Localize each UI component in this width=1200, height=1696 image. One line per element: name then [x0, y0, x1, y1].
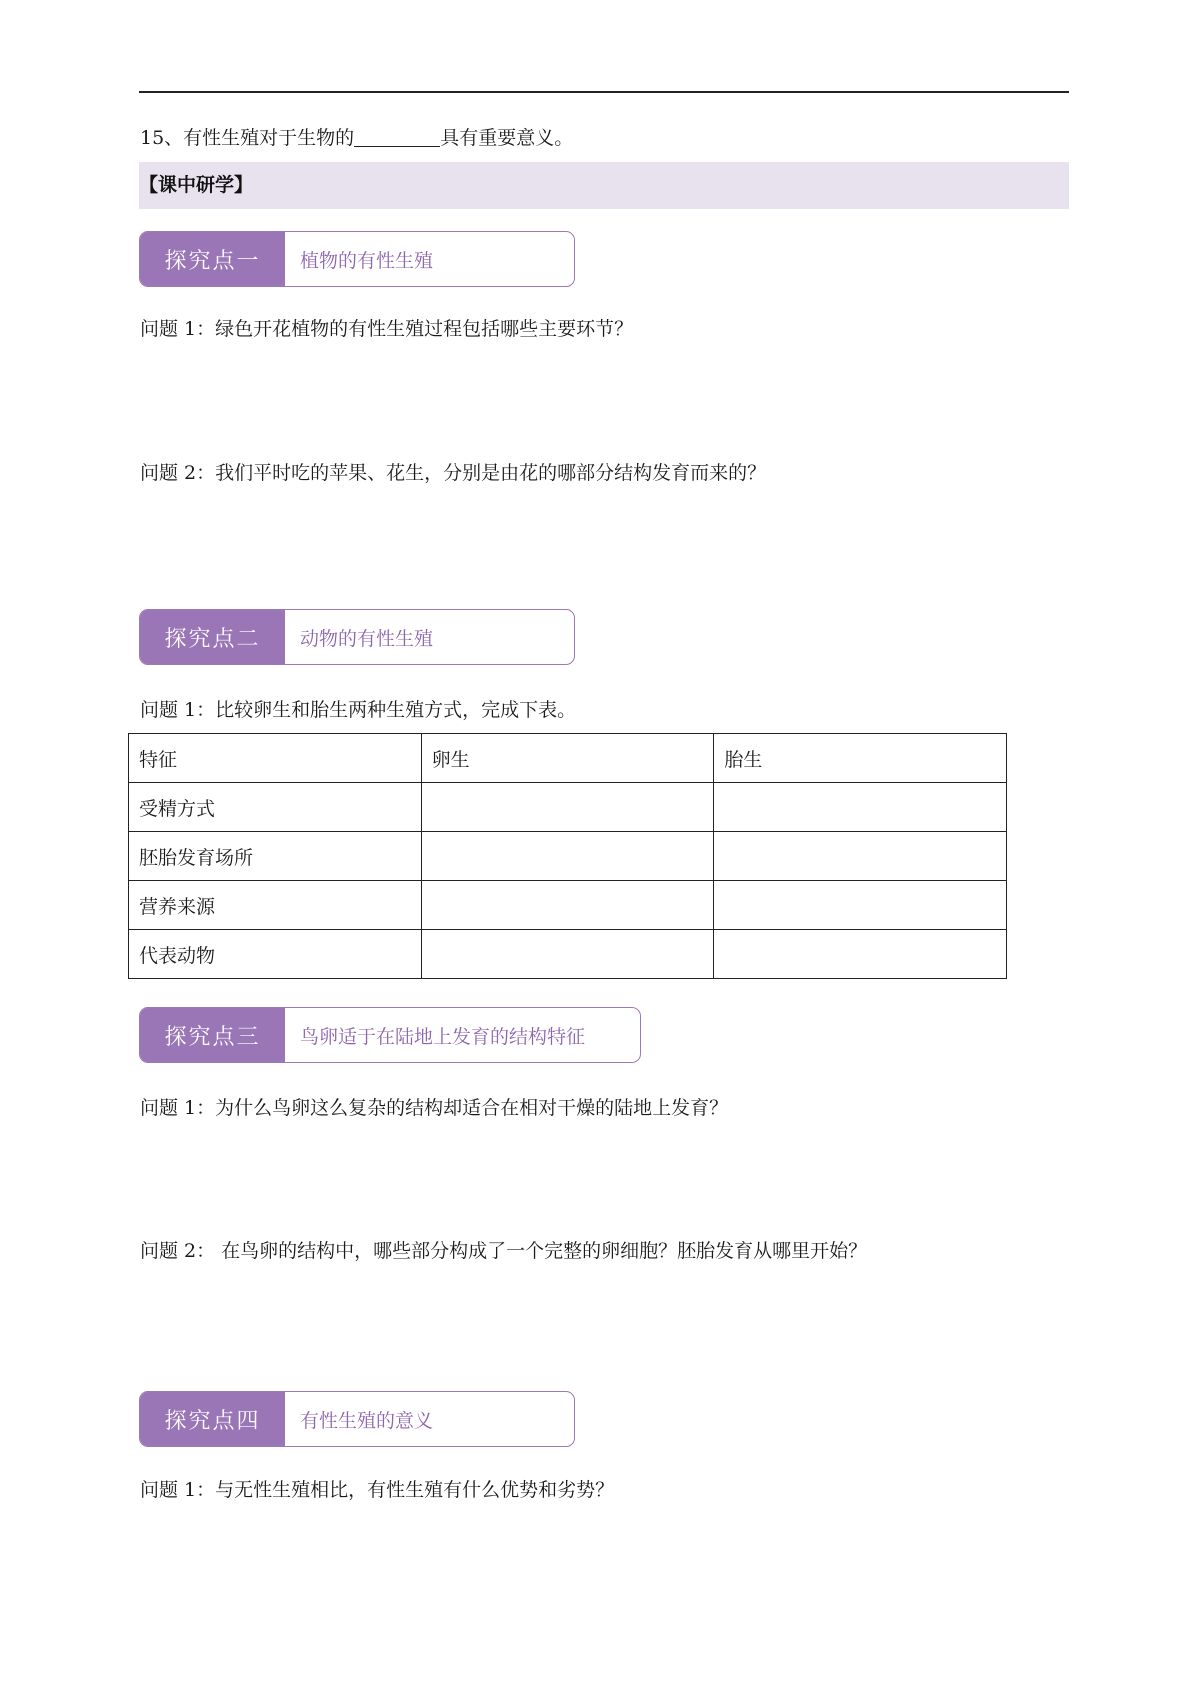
explore-point-1-tag: 探究点一: [140, 232, 285, 286]
question-15: [140, 125, 573, 151]
explore-point-2-title: 动物的有性生殖: [300, 627, 434, 650]
explore-2-question-1: 问题 1：比较卵生和胎生两种生殖方式，完成下表。: [140, 699, 577, 721]
table-row-label: 代表动物: [129, 930, 422, 979]
table-answer-cell[interactable]: [421, 832, 714, 881]
header-rule: [139, 91, 1069, 93]
explore-3-question-2: 问题 2： 在鸟卵的结构中，哪些部分构成了一个完整的卵细胞？胚胎发育从哪里开始？: [140, 1240, 868, 1262]
table-row: [129, 881, 1007, 930]
question-15-after: 具有重要意义。: [440, 127, 574, 149]
explore-point-1-box: [139, 231, 575, 287]
table-header-cell: 卵生: [421, 734, 714, 783]
section-header-text: 【课中研学】: [139, 174, 254, 196]
comparison-table: [128, 733, 1007, 979]
table-header-cell: 胎生: [714, 734, 1007, 783]
table-row-label: 胚胎发育场所: [129, 832, 422, 881]
table-answer-cell[interactable]: [421, 930, 714, 979]
table-row: [129, 832, 1007, 881]
table-answer-cell[interactable]: [421, 881, 714, 930]
table-row: [129, 930, 1007, 979]
explore-point-2-box: [139, 609, 575, 665]
table-answer-cell[interactable]: [714, 930, 1007, 979]
explore-1-question-2: 问题 2：我们平时吃的苹果、花生，分别是由花的哪部分结构发育而来的？: [140, 462, 767, 484]
question-15-before: 15、有性生殖对于生物的: [140, 127, 355, 149]
table-header-row: [129, 734, 1007, 783]
table-row-label: 受精方式: [129, 783, 422, 832]
explore-point-4-tag: 探究点四: [140, 1392, 285, 1446]
table-answer-cell[interactable]: [714, 832, 1007, 881]
table-row-label: 营养来源: [129, 881, 422, 930]
explore-point-1-title: 植物的有性生殖: [300, 249, 434, 272]
table-answer-cell[interactable]: [714, 783, 1007, 832]
table-row: [129, 783, 1007, 832]
explore-3-question-1: 问题 1：为什么鸟卵这么复杂的结构却适合在相对干燥的陆地上发育？: [140, 1097, 729, 1119]
explore-point-3-title: 鸟卵适于在陆地上发育的结构特征: [300, 1025, 586, 1048]
explore-4-question-1: 问题 1：与无性生殖相比，有性生殖有什么优势和劣势？: [140, 1479, 615, 1501]
explore-1-question-1: 问题 1：绿色开花植物的有性生殖过程包括哪些主要环节？: [140, 318, 634, 340]
fill-blank[interactable]: [354, 126, 440, 147]
explore-point-3-box: [139, 1007, 641, 1063]
table-answer-cell[interactable]: [421, 783, 714, 832]
explore-point-3-tag: 探究点三: [140, 1008, 285, 1062]
section-header-band: [139, 162, 1069, 209]
explore-point-4-title: 有性生殖的意义: [300, 1409, 434, 1432]
table-answer-cell[interactable]: [714, 881, 1007, 930]
explore-point-2-tag: 探究点二: [140, 610, 285, 664]
explore-point-4-box: [139, 1391, 575, 1447]
table-header-cell: 特征: [129, 734, 422, 783]
